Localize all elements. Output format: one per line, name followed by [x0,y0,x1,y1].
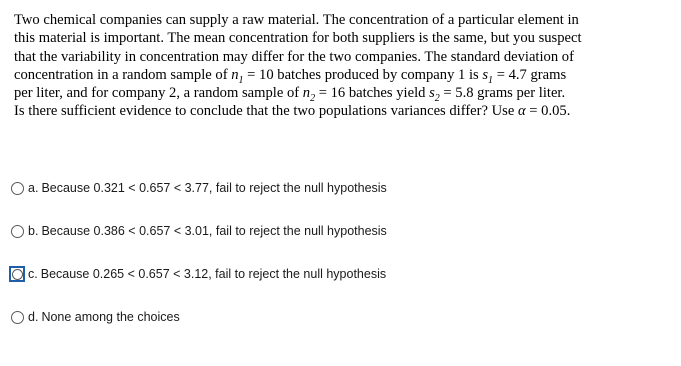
question-line [14,102,634,120]
option-letter: d. [28,310,39,324]
question-line-5-text: = 5.8 grams per liter. [439,85,566,102]
question-line [14,29,634,47]
focus-ring [9,266,25,282]
option-a[interactable] [8,177,387,199]
question-line [14,11,634,29]
question-line-6-text: = 0.05. [525,103,571,120]
question-line-4-text: = 4.7 grams [493,66,567,83]
question-line-1: Two chemical companies can supply a raw material. The concentration of a particular element in [14,12,579,28]
question-line [14,84,634,105]
option-label: Because 0.386 < 0.657 < 3.01, fail to reject the null hypothesis [41,224,387,238]
s2-symbol: $s_2$ [429,85,440,105]
question-line-5-text: = 16 batches yield [315,85,430,102]
option-d[interactable] [8,306,180,328]
n1-symbol: $n_1$ [231,66,244,86]
s1-symbol: $s_1$ [482,66,494,86]
question-line [14,48,634,66]
question-line [14,66,634,84]
question-line-6-text: Is there sufficient evidence to conclude that the two populations variances differ? Use [14,103,518,120]
radio-button-icon[interactable] [11,225,24,238]
option-letter: c. [28,267,38,281]
radio-button-icon[interactable] [11,311,24,324]
question-text [14,11,634,121]
question-line-4-text: concentration in a random sample of [14,66,232,83]
option-letter: b. [28,224,39,238]
question-line-2: this material is important. The mean concentration for both suppliers is the same, but you suspect [14,30,582,47]
alpha-symbol: α [517,103,526,120]
option-label: Because 0.321 < 0.657 < 3.77, fail to reject the null hypothesis [41,181,387,195]
question-line-4-text: = 10 batches produced by company 1 is [243,66,483,83]
option-letter: a. [28,181,39,195]
question-line-5-text: per liter, and for company 2, a random sample of [14,85,303,102]
radio-button-icon[interactable] [11,182,24,195]
radio-button-icon[interactable] [12,269,23,280]
option-label: None among the choices [41,310,180,324]
question-line-3: that the variability in concentration may differ for the two companies. The standard deviation of [14,48,574,65]
n2-symbol: $n_2$ [302,85,316,105]
option-b[interactable] [8,220,387,242]
option-c[interactable] [8,263,386,285]
option-label: Because 0.265 < 0.657 < 3.12, fail to reject the null hypothesis [40,267,387,281]
